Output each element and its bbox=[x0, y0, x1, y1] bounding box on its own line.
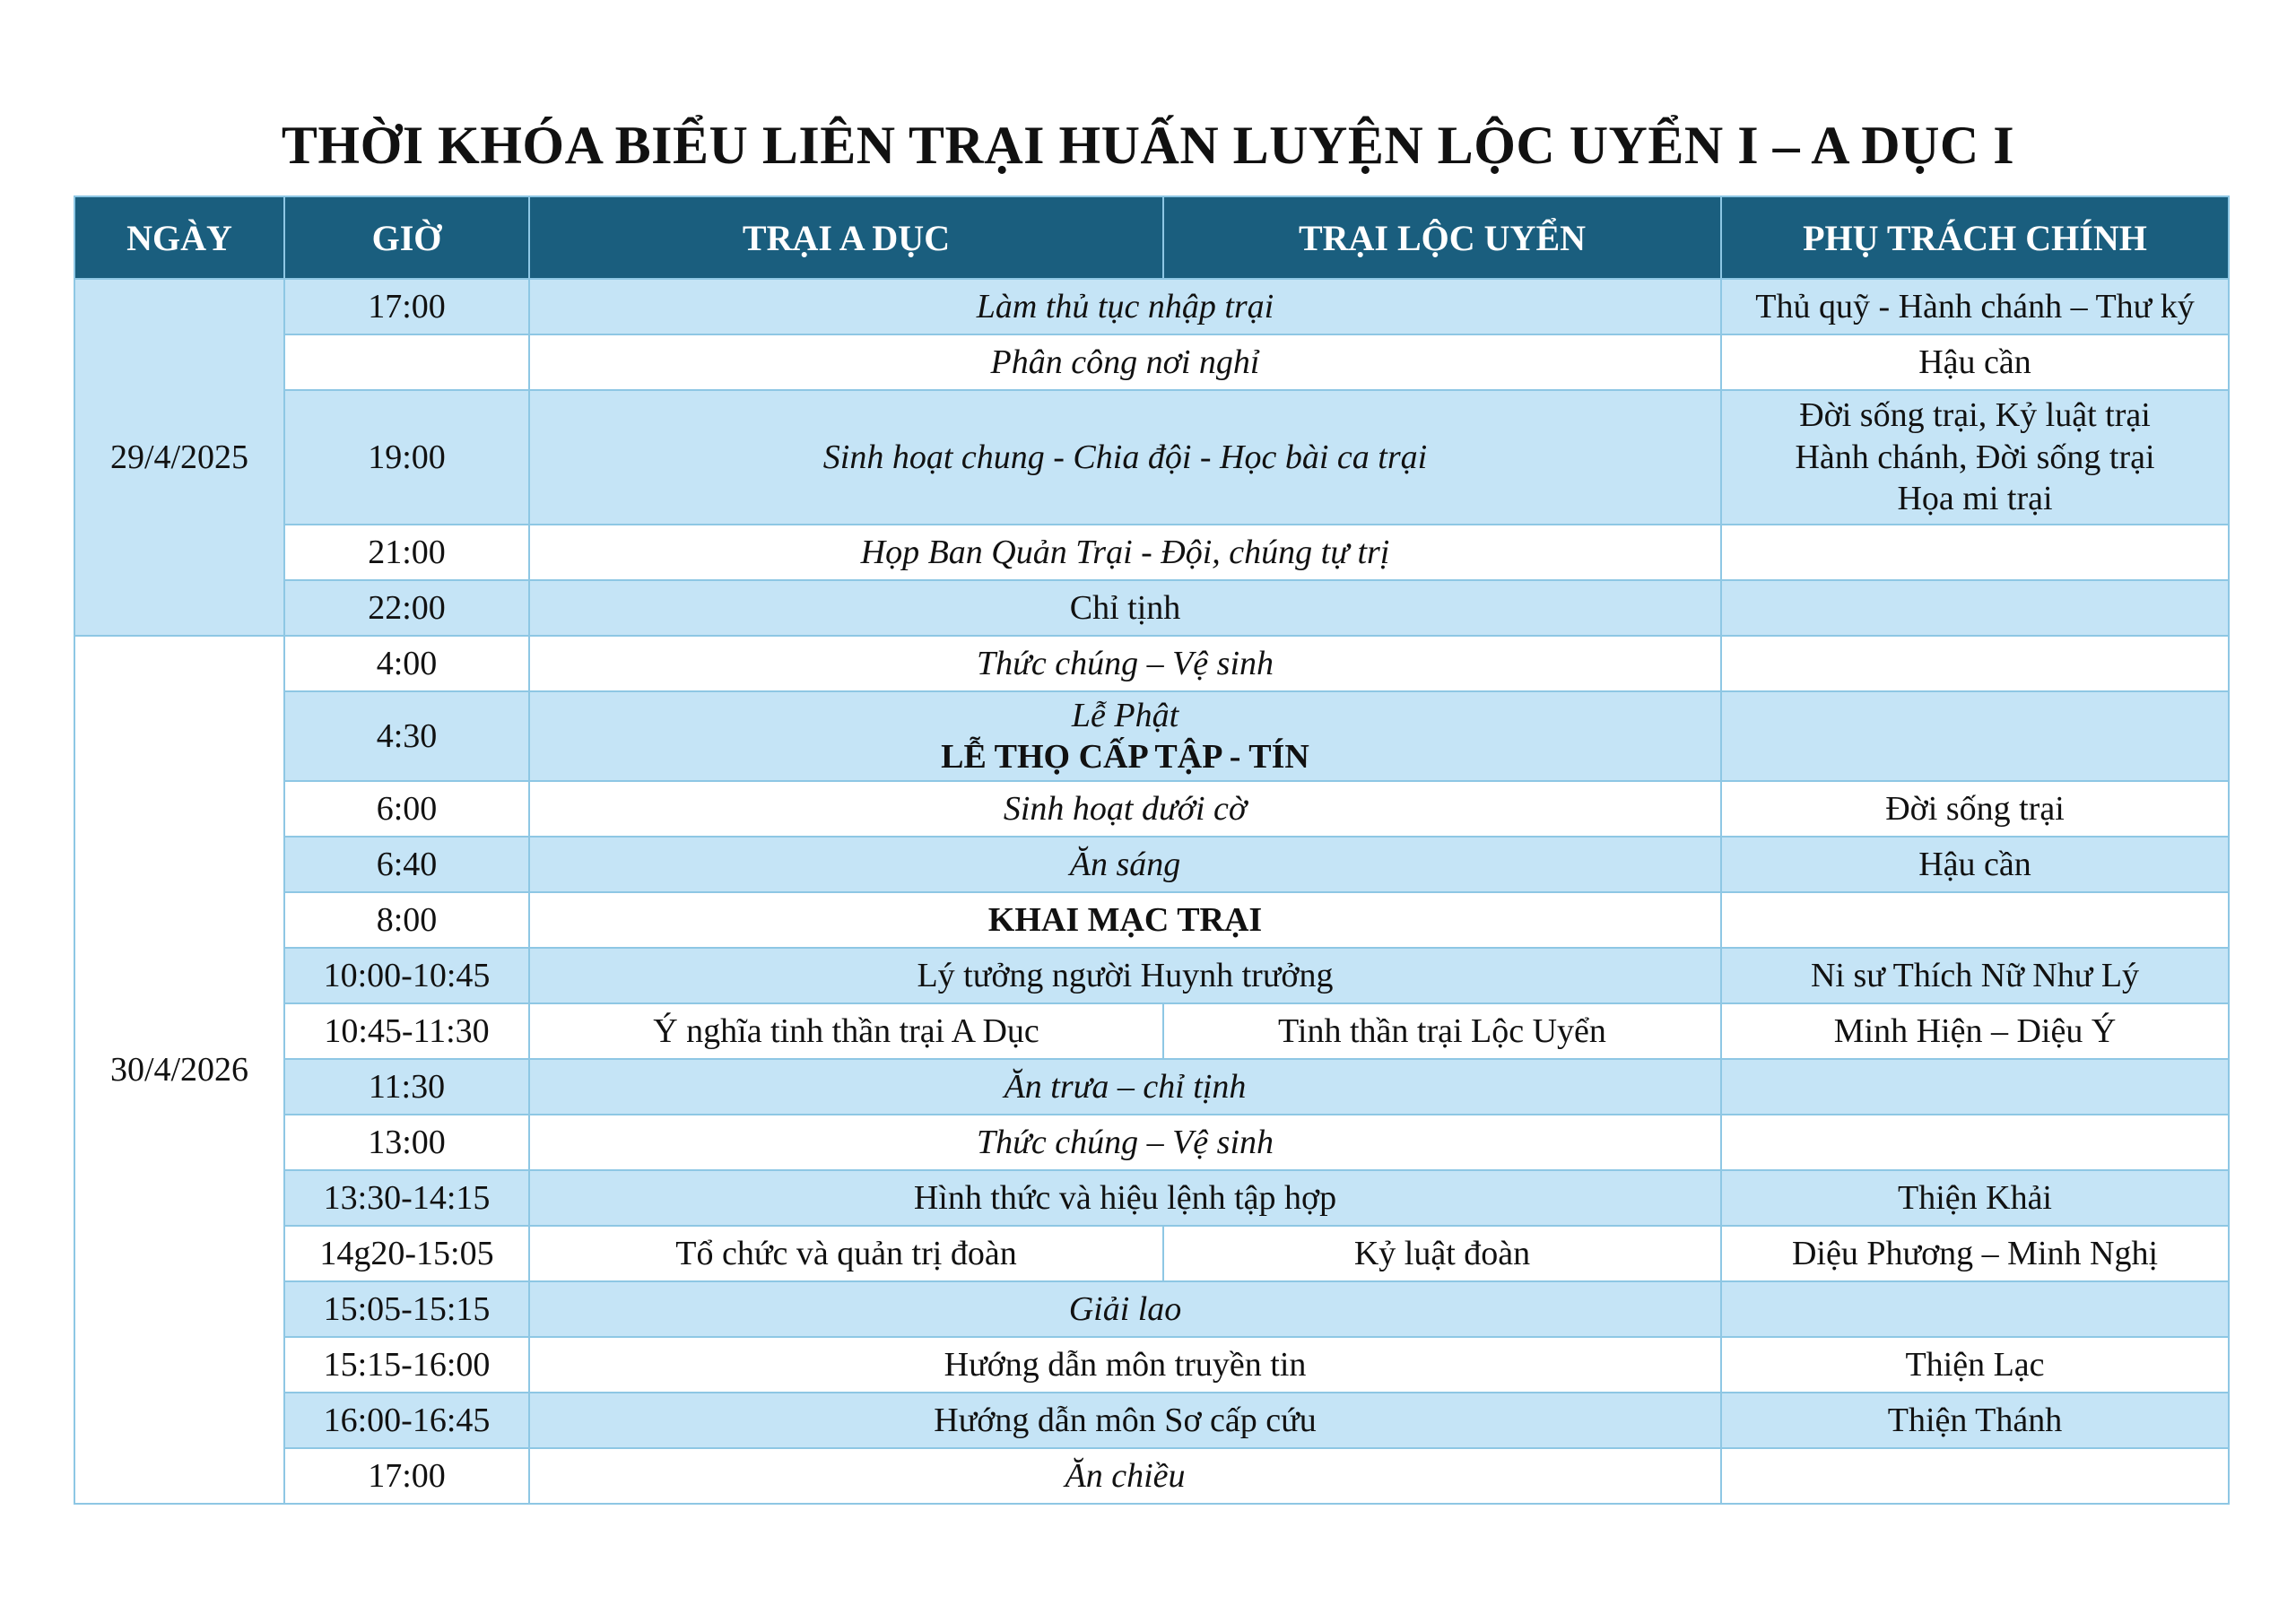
lead-cell bbox=[1721, 390, 2229, 525]
table-row bbox=[74, 1115, 2229, 1170]
activity-cell bbox=[529, 691, 1721, 781]
day-cell: 29/4/2025 bbox=[74, 279, 284, 636]
lead-line: Đời sống trại, Kỷ luật trại bbox=[1799, 396, 2151, 435]
schedule-table bbox=[74, 195, 2230, 1505]
table-row bbox=[74, 334, 2229, 390]
lead-line: Họa mi trại bbox=[1897, 480, 2053, 518]
table-row bbox=[74, 1393, 2229, 1448]
header-row bbox=[74, 196, 2229, 279]
camp-a-duc-cell: Tổ chức và quản trị đoàn bbox=[529, 1226, 1163, 1281]
lead-cell: Thiện Lạc bbox=[1721, 1337, 2229, 1393]
time-cell: 4:30 bbox=[284, 691, 529, 781]
table-row bbox=[74, 948, 2229, 1003]
activity-cell: Thức chúng – Vệ sinh bbox=[529, 636, 1721, 691]
time-cell: 11:30 bbox=[284, 1059, 529, 1115]
header-lead: PHỤ TRÁCH CHÍNH bbox=[1721, 196, 2229, 279]
header-camp-a-duc: TRẠI A DỤC bbox=[529, 196, 1163, 279]
time-cell: 4:00 bbox=[284, 636, 529, 691]
header-camp-loc-uyen: TRẠI LỘC UYỂN bbox=[1163, 196, 1721, 279]
activity-cell: Thức chúng – Vệ sinh bbox=[529, 1115, 1721, 1170]
page-title: THỜI KHÓA BIỂU LIÊN TRẠI HUẤN LUYỆN LỘC UYỂN I – A DỤC I bbox=[281, 116, 2015, 175]
activity-cell: Họp Ban Quản Trại - Đội, chúng tự trị bbox=[529, 525, 1721, 580]
header-time: GIỜ bbox=[284, 196, 529, 279]
lead-cell: Đời sống trại bbox=[1721, 781, 2229, 837]
time-cell: 22:00 bbox=[284, 580, 529, 636]
camp-loc-uyen-cell: Kỷ luật đoàn bbox=[1163, 1226, 1721, 1281]
camp-a-duc-cell: Ý nghĩa tinh thần trại A Dục bbox=[529, 1003, 1163, 1059]
table-row bbox=[74, 837, 2229, 892]
lead-cell bbox=[1721, 580, 2229, 636]
lead-cell bbox=[1721, 525, 2229, 580]
lead-cell: Ni sư Thích Nữ Như Lý bbox=[1721, 948, 2229, 1003]
activity-cell: KHAI MẠC TRẠI bbox=[529, 892, 1721, 948]
activity-cell: Hướng dẫn môn truyền tin bbox=[529, 1337, 1721, 1393]
activity-cell: Sinh hoạt chung - Chia đội - Học bài ca trại bbox=[529, 390, 1721, 525]
lead-cell: Minh Hiện – Diệu Ý bbox=[1721, 1003, 2229, 1059]
lead-cell bbox=[1721, 636, 2229, 691]
time-cell: 6:40 bbox=[284, 837, 529, 892]
time-cell: 13:00 bbox=[284, 1115, 529, 1170]
time-cell bbox=[284, 334, 529, 390]
table-row bbox=[74, 1337, 2229, 1393]
table-row bbox=[74, 390, 2229, 525]
time-cell: 15:15-16:00 bbox=[284, 1337, 529, 1393]
activity-cell: Lý tưởng người Huynh trưởng bbox=[529, 948, 1721, 1003]
lead-cell: Diệu Phương – Minh Nghị bbox=[1721, 1226, 2229, 1281]
lead-cell bbox=[1721, 892, 2229, 948]
table-row bbox=[74, 636, 2229, 691]
header-day: NGÀY bbox=[74, 196, 284, 279]
lead-cell: Thủ quỹ - Hành chánh – Thư ký bbox=[1721, 279, 2229, 334]
lead-cell: Thiện Khải bbox=[1721, 1170, 2229, 1226]
activity-cell: Phân công nơi nghỉ bbox=[529, 334, 1721, 390]
activity-line: Lễ Phật bbox=[1071, 696, 1179, 734]
lead-cell bbox=[1721, 1115, 2229, 1170]
time-cell: 10:45-11:30 bbox=[284, 1003, 529, 1059]
table-row bbox=[74, 1448, 2229, 1504]
activity-cell: Làm thủ tục nhập trại bbox=[529, 279, 1721, 334]
table-row bbox=[74, 1059, 2229, 1115]
activity-cell: Hình thức và hiệu lệnh tập hợp bbox=[529, 1170, 1721, 1226]
table-row bbox=[74, 892, 2229, 948]
time-cell: 6:00 bbox=[284, 781, 529, 837]
lead-cell bbox=[1721, 1059, 2229, 1115]
table-row bbox=[74, 691, 2229, 781]
time-cell: 8:00 bbox=[284, 892, 529, 948]
time-cell: 17:00 bbox=[284, 1448, 529, 1504]
time-cell: 13:30-14:15 bbox=[284, 1170, 529, 1226]
table-row bbox=[74, 279, 2229, 334]
table-row bbox=[74, 525, 2229, 580]
table-row bbox=[74, 580, 2229, 636]
time-cell: 19:00 bbox=[284, 390, 529, 525]
time-cell: 21:00 bbox=[284, 525, 529, 580]
activity-cell: Chỉ tịnh bbox=[529, 580, 1721, 636]
camp-loc-uyen-cell: Tinh thần trại Lộc Uyển bbox=[1163, 1003, 1721, 1059]
time-cell: 10:00-10:45 bbox=[284, 948, 529, 1003]
lead-cell: Hậu cần bbox=[1721, 837, 2229, 892]
lead-cell: Thiện Thánh bbox=[1721, 1393, 2229, 1448]
activity-cell: Sinh hoạt dưới cờ bbox=[529, 781, 1721, 837]
activity-cell: Giải lao bbox=[529, 1281, 1721, 1337]
lead-cell bbox=[1721, 1448, 2229, 1504]
activity-cell: Ăn trưa – chỉ tịnh bbox=[529, 1059, 1721, 1115]
time-cell: 15:05-15:15 bbox=[284, 1281, 529, 1337]
lead-cell: Hậu cần bbox=[1721, 334, 2229, 390]
day-cell: 30/4/2026 bbox=[74, 636, 284, 1504]
activity-cell: Ăn chiều bbox=[529, 1448, 1721, 1504]
time-cell: 14g20-15:05 bbox=[284, 1226, 529, 1281]
table-row bbox=[74, 1226, 2229, 1281]
activity-cell: Hướng dẫn môn Sơ cấp cứu bbox=[529, 1393, 1721, 1448]
lead-line: Hành chánh, Đời sống trại bbox=[1795, 438, 2155, 476]
lead-cell bbox=[1721, 1281, 2229, 1337]
table-row bbox=[74, 1003, 2229, 1059]
table-row bbox=[74, 1170, 2229, 1226]
activity-line: LỄ THỌ CẤP TẬP - TÍN bbox=[941, 738, 1309, 776]
lead-cell bbox=[1721, 691, 2229, 781]
time-cell: 17:00 bbox=[284, 279, 529, 334]
table-row bbox=[74, 1281, 2229, 1337]
time-cell: 16:00-16:45 bbox=[284, 1393, 529, 1448]
activity-cell: Ăn sáng bbox=[529, 837, 1721, 892]
table-row bbox=[74, 781, 2229, 837]
